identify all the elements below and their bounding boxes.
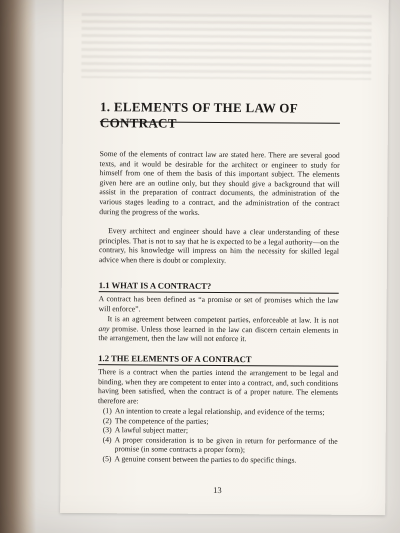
section-1-2-paragraph-1: There is a contract when the parties intend the arrangement to be legal and binding, when they are competent to enter into a contract, and, such conditions having been satisfied, when the contract is of a proper nature. The elements therefore are:	[97, 367, 339, 406]
show-through-text	[81, 13, 371, 80]
list-item-text: A genuine consent between the parties to do specific things.	[114, 454, 297, 465]
list-item-number: (3)	[102, 425, 112, 435]
page-number: 13	[213, 484, 222, 495]
section-1-1-paragraph-2-emphasis: any	[98, 323, 110, 333]
section-1-2-title: 1.2 THE ELEMENTS OF A CONTRACT	[98, 353, 252, 365]
list-item-number: (4)	[102, 434, 112, 444]
list-item-number: (2)	[102, 415, 112, 425]
intro-paragraph-1: Some of the elements of contract law are stated here. There are several good texts, and it would be desirable for the architect or engineer to study for himself from one of them the basis of this important subject. The elements given here are an outline only, but they should give a background that will assist in the preparation of contract documents, the administration of the various stages leading to a contract, and the administration of the contract during the progress of the works.	[99, 149, 340, 217]
section-1-1-paragraph-1: A contract has been defined as “a promise or set of promises which the law will enforce”.	[98, 294, 339, 314]
list-item	[98, 435, 338, 456]
list-item-text: A lawful subject matter;	[114, 425, 188, 435]
intro-paragraph-2: Every architect and engineer should have a clear understanding of these principles. That is not to say that he is expected to be a legal authority—on the contrary, his knowledge will impress on him the necessity for skilled legal advice when there is doubt or complexity.	[98, 226, 340, 265]
section-1-1-title: 1.1 WHAT IS A CONTRACT?	[98, 280, 212, 291]
list-item	[98, 454, 338, 465]
list-item-number: (1)	[102, 406, 112, 416]
elements-list	[98, 406, 338, 465]
section-1-1-paragraph-2-before: It is an agreement between competent parties, enforceable at law. It is not	[107, 314, 339, 325]
chapter-title: 1. ELEMENTS OF THE LAW OF CONTRACT	[99, 99, 298, 131]
book-spine-shadow	[0, 0, 36, 533]
book-page	[60, 0, 389, 515]
section-1-1-paragraph-2	[98, 314, 338, 344]
list-item-text: The competence of the parties;	[114, 415, 209, 426]
list-item-number: (5)	[102, 454, 112, 464]
list-item-text: A proper consideration is to be given in return for performance of the promise (in some contracts a proper form);	[114, 435, 338, 455]
section-1-1-paragraph-2-after: promise. Unless those learned in the law can discern certain elements in the arrangement, then the law will not enforce it.	[98, 323, 339, 344]
list-item-text: An intention to create a legal relationship, and evidence of the terms;	[114, 406, 325, 417]
